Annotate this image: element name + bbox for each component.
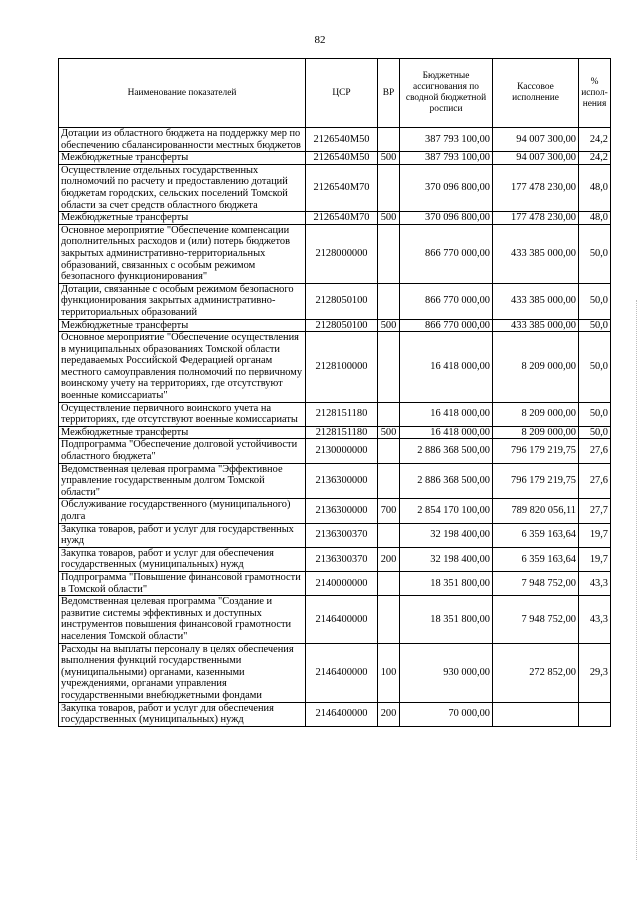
- row-vr: [378, 224, 400, 283]
- row-budget: 387 793 100,00: [400, 128, 493, 152]
- table-row: [59, 571, 611, 595]
- row-percent: 50,0: [579, 332, 611, 403]
- row-percent: 24,2: [579, 152, 611, 165]
- row-vr: [378, 164, 400, 211]
- row-percent: 27,7: [579, 499, 611, 523]
- table-row: [59, 702, 611, 726]
- row-budget: 18 351 800,00: [400, 596, 493, 643]
- row-name: Дотации из областного бюджета на поддержку мер по обеспечению сбалансированности местных бюджетов: [59, 128, 306, 152]
- row-cash: 177 478 230,00: [493, 164, 579, 211]
- header-percent: % испол-нения: [579, 59, 611, 128]
- row-csr: 2128050100: [306, 283, 378, 319]
- table-row: [59, 499, 611, 523]
- row-percent: 50,0: [579, 402, 611, 426]
- row-csr: 2140000000: [306, 571, 378, 595]
- row-budget: 387 793 100,00: [400, 152, 493, 165]
- row-csr: 2136300000: [306, 463, 378, 499]
- row-percent: 50,0: [579, 426, 611, 439]
- row-cash: [493, 702, 579, 726]
- row-percent: 29,3: [579, 643, 611, 702]
- row-name: Основное мероприятие "Обеспечение осуществления в муниципальных образованиях Томской области передаваемых Российской Федерацией органам местного самоуправления полномочий по первичному воинскому учету на территориях, где отсутствуют военные комиссариаты": [59, 332, 306, 403]
- row-vr: 500: [378, 319, 400, 332]
- row-cash: 272 852,00: [493, 643, 579, 702]
- table-row: [59, 128, 611, 152]
- row-cash: 177 478 230,00: [493, 212, 579, 225]
- row-cash: 8 209 000,00: [493, 332, 579, 403]
- row-percent: 43,3: [579, 571, 611, 595]
- row-name: Подпрограмма "Обеспечение долговой устойчивости областного бюджета": [59, 439, 306, 463]
- row-budget: 32 198 400,00: [400, 547, 493, 571]
- row-name: Дотации, связанные с особым режимом безопасного функционирования закрытых административно-территориальных образований: [59, 283, 306, 319]
- row-vr: [378, 523, 400, 547]
- row-csr: 2136300370: [306, 547, 378, 571]
- row-csr: 2126540M50: [306, 128, 378, 152]
- row-percent: 48,0: [579, 212, 611, 225]
- row-vr: 100: [378, 643, 400, 702]
- row-vr: 500: [378, 212, 400, 225]
- header-name: Наименование показателей: [59, 59, 306, 128]
- table-header-row: [59, 59, 611, 128]
- row-budget: 370 096 800,00: [400, 164, 493, 211]
- row-csr: 2128000000: [306, 224, 378, 283]
- budget-execution-table: [58, 58, 611, 727]
- row-cash: 796 179 219,75: [493, 439, 579, 463]
- row-budget: 32 198 400,00: [400, 523, 493, 547]
- row-vr: [378, 439, 400, 463]
- row-cash: 8 209 000,00: [493, 402, 579, 426]
- row-budget: 70 000,00: [400, 702, 493, 726]
- page-number: 82: [314, 34, 326, 46]
- table-row: [59, 283, 611, 319]
- row-name: Закупка товаров, работ и услуг для обеспечения государственных (муниципальных) нужд: [59, 547, 306, 571]
- row-budget: 370 096 800,00: [400, 212, 493, 225]
- row-vr: [378, 463, 400, 499]
- row-percent: 27,6: [579, 463, 611, 499]
- row-name: Осуществление первичного воинского учета на территориях, где отсутствуют военные комиссариаты: [59, 402, 306, 426]
- row-csr: 2126540M70: [306, 164, 378, 211]
- row-vr: 700: [378, 499, 400, 523]
- row-budget: 866 770 000,00: [400, 224, 493, 283]
- row-budget: 18 351 800,00: [400, 571, 493, 595]
- row-name: Межбюджетные трансферты: [59, 426, 306, 439]
- row-csr: 2130000000: [306, 439, 378, 463]
- table-row: [59, 332, 611, 403]
- table-row: [59, 463, 611, 499]
- row-percent: 19,7: [579, 547, 611, 571]
- row-vr: 500: [378, 426, 400, 439]
- row-csr: 2146400000: [306, 643, 378, 702]
- row-budget: 16 418 000,00: [400, 426, 493, 439]
- header-budget: Бюджетные ассигнования по сводной бюджетной росписи: [400, 59, 493, 128]
- row-cash: 94 007 300,00: [493, 128, 579, 152]
- row-name: Расходы на выплаты персоналу в целях обеспечения выполнения функций государственными (муниципальными) органами, казенными учреждениями, органами управления государственными внебюджетными фондами: [59, 643, 306, 702]
- row-cash: 6 359 163,64: [493, 523, 579, 547]
- row-csr: 2126540M70: [306, 212, 378, 225]
- row-cash: 433 385 000,00: [493, 319, 579, 332]
- row-percent: 19,7: [579, 523, 611, 547]
- row-name: Межбюджетные трансферты: [59, 152, 306, 165]
- row-name: Закупка товаров, работ и услуг для государственных нужд: [59, 523, 306, 547]
- row-vr: [378, 283, 400, 319]
- table-row: [59, 319, 611, 332]
- row-csr: 2128151180: [306, 402, 378, 426]
- row-budget: 930 000,00: [400, 643, 493, 702]
- row-budget: 866 770 000,00: [400, 319, 493, 332]
- row-name: Ведомственная целевая программа "Эффективное управление государственным долгом Томской области": [59, 463, 306, 499]
- row-cash: 433 385 000,00: [493, 283, 579, 319]
- row-csr: 2136300000: [306, 499, 378, 523]
- row-budget: 16 418 000,00: [400, 332, 493, 403]
- row-vr: [378, 402, 400, 426]
- row-budget: 2 854 170 100,00: [400, 499, 493, 523]
- table-row: [59, 152, 611, 165]
- row-budget: 16 418 000,00: [400, 402, 493, 426]
- row-name: Основное мероприятие "Обеспечение компенсации дополнительных расходов и (или) потерь бюджетов закрытых административно-территориальных образований, связанных с особым режимом безопасного функционирования": [59, 224, 306, 283]
- row-csr: 2146400000: [306, 702, 378, 726]
- table-row: [59, 212, 611, 225]
- row-cash: 7 948 752,00: [493, 571, 579, 595]
- row-name: Межбюджетные трансферты: [59, 212, 306, 225]
- scan-edge-mark: [635, 300, 637, 860]
- row-cash: 789 820 056,11: [493, 499, 579, 523]
- row-name: Межбюджетные трансферты: [59, 319, 306, 332]
- table-row: [59, 643, 611, 702]
- row-percent: 27,6: [579, 439, 611, 463]
- row-vr: [378, 128, 400, 152]
- table-row: [59, 402, 611, 426]
- row-vr: [378, 571, 400, 595]
- row-cash: 6 359 163,64: [493, 547, 579, 571]
- row-percent: 24,2: [579, 128, 611, 152]
- row-csr: 2136300370: [306, 523, 378, 547]
- row-cash: 796 179 219,75: [493, 463, 579, 499]
- row-percent: 50,0: [579, 224, 611, 283]
- header-csr: ЦСР: [306, 59, 378, 128]
- row-csr: 2126540M50: [306, 152, 378, 165]
- table-body: [59, 128, 611, 727]
- row-percent: [579, 702, 611, 726]
- row-percent: 48,0: [579, 164, 611, 211]
- table-row: [59, 426, 611, 439]
- table-row: [59, 596, 611, 643]
- row-percent: 43,3: [579, 596, 611, 643]
- row-budget: 866 770 000,00: [400, 283, 493, 319]
- row-csr: 2128050100: [306, 319, 378, 332]
- row-cash: 8 209 000,00: [493, 426, 579, 439]
- table-row: [59, 439, 611, 463]
- row-name: Закупка товаров, работ и услуг для обеспечения государственных (муниципальных) нужд: [59, 702, 306, 726]
- row-csr: 2128100000: [306, 332, 378, 403]
- row-vr: 500: [378, 152, 400, 165]
- row-percent: 50,0: [579, 319, 611, 332]
- row-csr: 2128151180: [306, 426, 378, 439]
- row-csr: 2146400000: [306, 596, 378, 643]
- row-vr: [378, 596, 400, 643]
- row-name: Обслуживание государственного (муниципального) долга: [59, 499, 306, 523]
- row-vr: 200: [378, 547, 400, 571]
- table-row: [59, 547, 611, 571]
- row-name: Подпрограмма "Повышение финансовой грамотности в Томской области": [59, 571, 306, 595]
- table-row: [59, 164, 611, 211]
- row-vr: 200: [378, 702, 400, 726]
- row-budget: 2 886 368 500,00: [400, 439, 493, 463]
- table-row: [59, 224, 611, 283]
- row-percent: 50,0: [579, 283, 611, 319]
- row-cash: 7 948 752,00: [493, 596, 579, 643]
- header-vr: ВР: [378, 59, 400, 128]
- row-cash: 433 385 000,00: [493, 224, 579, 283]
- header-cash: Кассовое исполнение: [493, 59, 579, 128]
- row-cash: 94 007 300,00: [493, 152, 579, 165]
- row-vr: [378, 332, 400, 403]
- row-name: Осуществление отдельных государственных полномочий по расчету и предоставлению дотаций бюджетам городских, сельских поселений Томской области за счет средств областного бюджета: [59, 164, 306, 211]
- row-name: Ведомственная целевая программа "Создание и развитие системы эффективных и доступных инструментов повышения финансовой грамотности населения Томской области": [59, 596, 306, 643]
- row-budget: 2 886 368 500,00: [400, 463, 493, 499]
- table-row: [59, 523, 611, 547]
